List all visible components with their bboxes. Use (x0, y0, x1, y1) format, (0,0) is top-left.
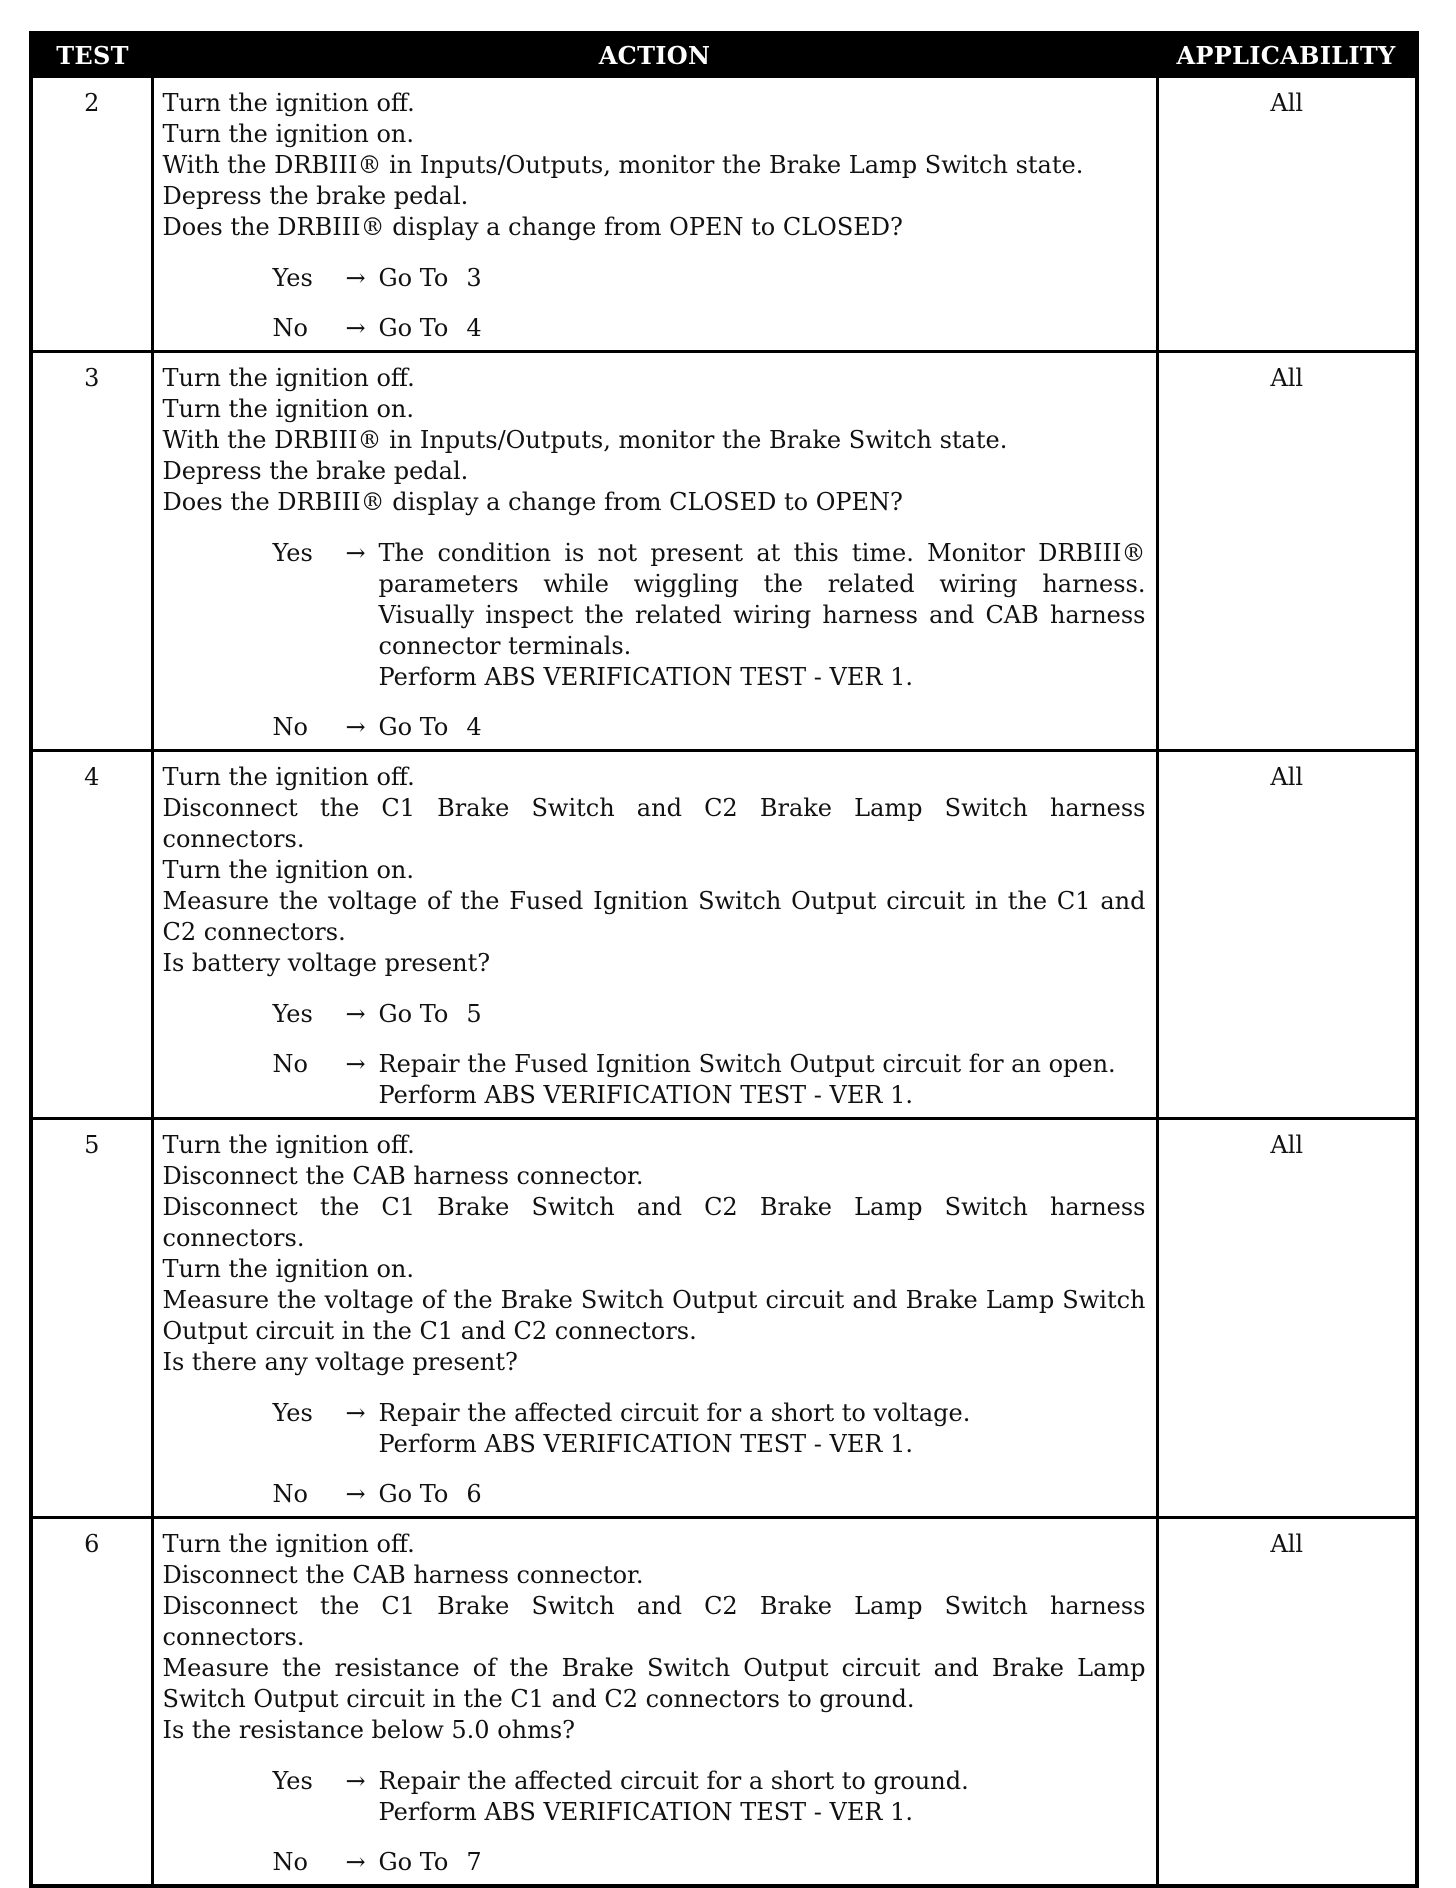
test-number: 3 (31, 352, 152, 751)
result-no (273, 1049, 1146, 1111)
action-step: Disconnect the C1 Brake Switch and C2 Brake Lamp Switch harness connectors. (162, 1592, 1146, 1651)
action-cell (152, 751, 1157, 1119)
action-step: Does the DRBIII® display a change from CLOSED to OPEN? (162, 488, 903, 516)
action-step: Disconnect the C1 Brake Switch and C2 Brake Lamp Switch harness connectors. (162, 1193, 1146, 1252)
outcome-line: Repair the Fused Ignition Switch Output circuit for an open. (378, 1050, 1116, 1078)
action-step: Disconnect the CAB harness connector. (162, 1162, 644, 1190)
action-step: Is there any voltage present? (162, 1348, 518, 1376)
result-outcome (379, 1479, 1146, 1510)
result-outcome (379, 1847, 1146, 1878)
test-row (31, 1119, 1417, 1518)
action-step: With the DRBIII® in Inputs/Outputs, monitor the Brake Lamp Switch state. (162, 151, 1084, 179)
test-number: 6 (31, 1518, 152, 1887)
action-step: With the DRBIII® in Inputs/Outputs, monitor the Brake Switch state. (162, 426, 1008, 454)
action-step: Turn the ignition off. (162, 1530, 415, 1558)
result-yes (273, 1766, 1146, 1828)
result-outcome (379, 1766, 1146, 1828)
right-arrow-icon: → (345, 1848, 366, 1876)
outcome-line: Repair the affected circuit for a short to ground. (378, 1767, 969, 1795)
outcome-line: Repair the affected circuit for a short to voltage. (378, 1399, 971, 1427)
right-arrow-icon: → (345, 1480, 366, 1508)
table-body (31, 77, 1417, 1887)
result-yes (273, 999, 1146, 1030)
action-step: Disconnect the CAB harness connector. (162, 1561, 644, 1589)
right-arrow-icon: → (345, 1767, 366, 1795)
goto-label: Go To (378, 713, 449, 741)
goto-test-number: 4 (466, 713, 482, 741)
right-arrow-icon: → (345, 264, 366, 292)
action-step: Measure the voltage of the Fused Ignition Switch Output circuit in the C1 and C2 connectors. (162, 887, 1146, 946)
test-row (31, 352, 1417, 751)
applicability-value: All (1157, 352, 1417, 751)
result-outcome (379, 999, 1146, 1030)
action-step: Turn the ignition off. (162, 364, 415, 392)
action-step: Depress the brake pedal. (162, 457, 469, 485)
action-step: Turn the ignition on. (162, 856, 415, 884)
test-number: 5 (31, 1119, 152, 1518)
action-step: Is the resistance below 5.0 ohms? (162, 1716, 576, 1744)
result-answer: No (272, 1848, 308, 1876)
test-row (31, 1518, 1417, 1887)
action-step: Measure the resistance of the Brake Switch Output circuit and Brake Lamp Switch Output circuit in the C1 and C2 connectors to ground. (162, 1654, 1146, 1713)
goto-label: Go To (378, 1848, 449, 1876)
header-applicability: APPLICABILITY (1157, 33, 1417, 77)
result-answer: Yes (272, 1399, 313, 1427)
action-step: Turn the ignition on. (162, 395, 415, 423)
result-outcome (379, 313, 1146, 344)
result-answer: No (272, 314, 308, 342)
action-cell (152, 1119, 1157, 1518)
test-row (31, 77, 1417, 352)
action-step: Turn the ignition off. (162, 89, 415, 117)
result-outcome (379, 538, 1146, 693)
result-yes (273, 538, 1146, 693)
action-step: Disconnect the C1 Brake Switch and C2 Brake Lamp Switch harness connectors. (162, 794, 1146, 853)
goto-test-number: 6 (466, 1480, 482, 1508)
action-step: Turn the ignition on. (162, 120, 415, 148)
header-row (31, 33, 1417, 77)
action-step: Turn the ignition off. (162, 763, 415, 791)
result-answer: Yes (272, 539, 313, 567)
goto-label: Go To (378, 1000, 449, 1028)
action-step: Depress the brake pedal. (162, 182, 469, 210)
result-no (273, 712, 1146, 743)
applicability-value: All (1157, 1518, 1417, 1887)
applicability-value: All (1157, 751, 1417, 1119)
goto-test-number: 3 (466, 264, 482, 292)
right-arrow-icon: → (345, 539, 366, 567)
outcome-line: Perform ABS VERIFICATION TEST - VER 1. (378, 663, 913, 691)
right-arrow-icon: → (345, 713, 366, 741)
goto-test-number: 7 (466, 1848, 482, 1876)
result-no (273, 313, 1146, 344)
applicability-value: All (1157, 1119, 1417, 1518)
goto-test-number: 4 (466, 314, 482, 342)
action-cell (152, 77, 1157, 352)
test-number: 2 (31, 77, 152, 352)
result-outcome (379, 1398, 1146, 1460)
action-cell (152, 352, 1157, 751)
result-answer: No (272, 1050, 308, 1078)
result-answer: Yes (272, 1000, 313, 1028)
result-answer: No (272, 1480, 308, 1508)
outcome-line: Perform ABS VERIFICATION TEST - VER 1. (378, 1798, 913, 1826)
result-outcome (379, 712, 1146, 743)
action-step: Does the DRBIII® display a change from OPEN to CLOSED? (162, 213, 903, 241)
result-answer: Yes (272, 1767, 313, 1795)
result-no (273, 1479, 1146, 1510)
outcome-line: Perform ABS VERIFICATION TEST - VER 1. (378, 1081, 913, 1109)
diagnostic-test-sheet (29, 31, 1415, 1888)
result-no (273, 1847, 1146, 1878)
goto-label: Go To (378, 264, 449, 292)
action-step: Turn the ignition on. (162, 1255, 415, 1283)
result-outcome (379, 263, 1146, 294)
diagnostic-test-table (29, 31, 1419, 1888)
action-step: Turn the ignition off. (162, 1131, 415, 1159)
action-cell (152, 1518, 1157, 1887)
test-number: 4 (31, 751, 152, 1119)
header-test: TEST (31, 33, 152, 77)
applicability-value: All (1157, 77, 1417, 352)
right-arrow-icon: → (345, 1050, 366, 1078)
outcome-line: Perform ABS VERIFICATION TEST - VER 1. (378, 1430, 913, 1458)
result-answer: No (272, 713, 308, 741)
result-answer: Yes (272, 264, 313, 292)
result-outcome (379, 1049, 1146, 1111)
right-arrow-icon: → (345, 314, 366, 342)
result-yes (273, 263, 1146, 294)
outcome-line: The condition is not present at this time. Monitor DRBIII® parameters while wiggling the related wiring harness. Visually inspect the related wiring harness and CAB harness connector terminals. (378, 539, 1146, 660)
goto-label: Go To (378, 314, 449, 342)
right-arrow-icon: → (345, 1000, 366, 1028)
right-arrow-icon: → (345, 1399, 366, 1427)
goto-test-number: 5 (466, 1000, 482, 1028)
test-row (31, 751, 1417, 1119)
header-action: ACTION (152, 33, 1157, 77)
action-step: Measure the voltage of the Brake Switch Output circuit and Brake Lamp Switch Output circuit in the C1 and C2 connectors. (162, 1286, 1146, 1345)
goto-label: Go To (378, 1480, 449, 1508)
action-step: Is battery voltage present? (162, 949, 491, 977)
result-yes (273, 1398, 1146, 1460)
